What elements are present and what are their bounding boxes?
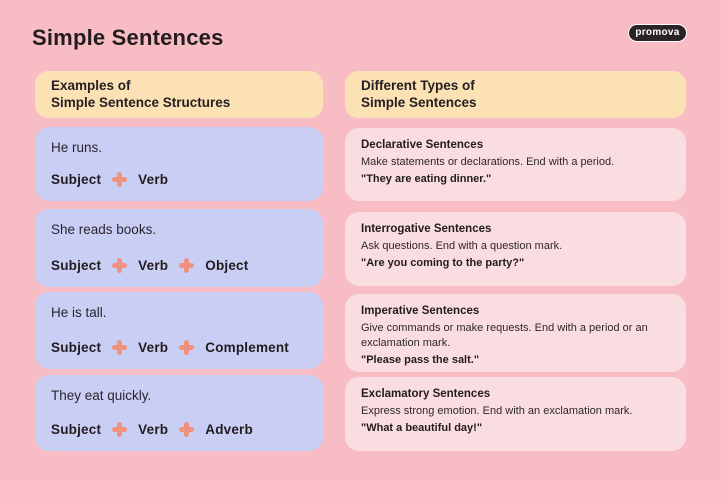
plus-icon [112,422,127,437]
type-example: "What a beautiful day!" [361,421,483,434]
sentence-part-label: Verb [138,258,169,273]
sentence-part-label: Complement [205,340,290,355]
promova-logo [628,24,687,42]
sentence-part-label: Object [205,258,249,273]
sentence-part-label: Subject [51,422,102,437]
structure-parts-row [51,172,307,187]
type-card-exclamatory [345,377,686,451]
type-card-declarative [345,128,686,201]
example-card-subject-verb-object [35,209,323,287]
plus-icon [112,172,127,187]
promova-logo-text: promova [635,27,680,38]
sentence-part-label: Adverb [205,422,253,437]
left-header-line1: Examples of [51,78,131,94]
example-sentence: They eat quickly. [51,388,152,403]
type-card-imperative [345,294,686,372]
type-title: Interrogative Sentences [361,223,492,235]
sentence-part-label: Verb [138,340,169,355]
example-card-subject-verb [35,127,323,201]
plus-icon [112,340,127,355]
example-sentence: He is tall. [51,305,107,320]
type-description: Give commands or make requests. End with a period or an exclamation mark. [361,322,648,349]
right-header-line1: Different Types of [361,78,475,94]
sentence-part-label: Verb [138,172,169,187]
example-sentence: She reads books. [51,222,157,237]
example-sentence: He runs. [51,140,103,155]
plus-icon [179,422,194,437]
type-description: Express strong emotion. End with an exclamation mark. [361,405,633,417]
plus-icon [179,258,194,273]
type-title: Imperative Sentences [361,305,480,317]
type-description: Make statements or declarations. End with a period. [361,156,615,168]
sentence-part-label: Subject [51,258,102,273]
sentence-part-label: Subject [51,172,102,187]
type-card-interrogative [345,212,686,286]
type-description: Ask questions. End with a question mark. [361,240,563,252]
sentence-part-label: Subject [51,340,102,355]
type-title: Exclamatory Sentences [361,388,491,400]
type-example: "They are eating dinner." [361,172,492,185]
right-header-line2: Simple Sentences [361,94,477,110]
type-title: Declarative Sentences [361,139,484,151]
structure-parts-row [51,258,307,273]
right-column-header [345,71,686,118]
sentence-part-label: Verb [138,422,169,437]
type-example: "Please pass the salt." [361,353,480,366]
left-column-header [35,71,323,118]
plus-icon [179,340,194,355]
structure-parts-row [51,340,307,355]
page-title: Simple Sentences [32,25,224,50]
structure-parts-row [51,422,307,437]
plus-icon [112,258,127,273]
left-header-line2: Simple Sentence Structures [51,94,231,110]
type-example: "Are you coming to the party?" [361,256,525,269]
example-card-subject-verb-complement [35,292,323,369]
example-card-subject-verb-adverb [35,375,323,451]
